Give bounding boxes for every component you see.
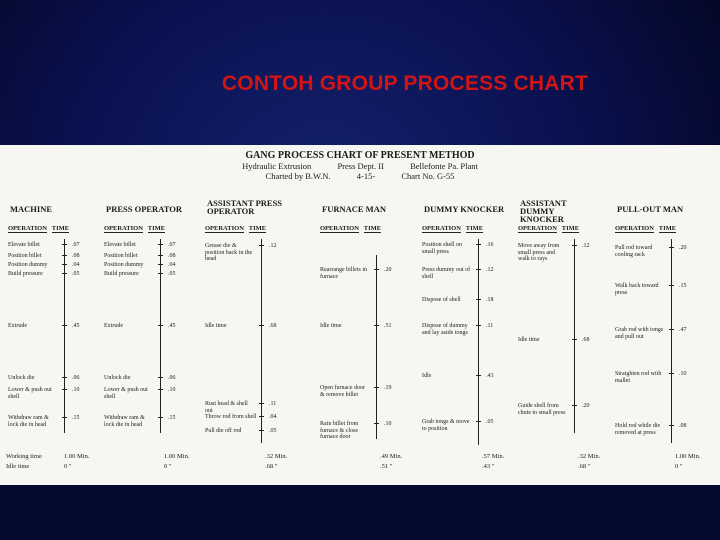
step-tick <box>62 264 67 265</box>
step-time: .04 <box>269 414 277 420</box>
column-header <box>615 225 676 232</box>
operation-step: Throw rod from shell <box>205 414 257 420</box>
time-header: TIME <box>147 225 166 232</box>
step-tick <box>158 377 163 378</box>
operation-header: OPERATION <box>518 225 557 232</box>
step-tick <box>476 269 481 270</box>
department: Press Dept. II <box>337 161 384 171</box>
step-tick <box>259 430 264 431</box>
total-working-time: .57 Min. <box>482 453 505 460</box>
operation-header: OPERATION <box>104 225 143 232</box>
column-header <box>8 225 69 232</box>
step-time: .12 <box>269 243 277 249</box>
step-time: .11 <box>269 401 277 407</box>
chart-date: 4-15- <box>356 171 376 181</box>
total-idle-time: 0 " <box>164 463 172 470</box>
step-time: .20 <box>582 403 590 409</box>
step-tick <box>158 389 163 390</box>
step-time: .10 <box>168 387 176 393</box>
operation-step: Walk back toward press <box>615 283 659 296</box>
slide-title: CONTOH GROUP PROCESS CHART <box>221 72 589 95</box>
operation-step: Dispose of dummy and lay aside tongs <box>422 323 468 336</box>
operation-step: Lower & push out shell <box>8 387 52 400</box>
step-tick <box>572 245 577 246</box>
step-time: .07 <box>168 242 176 248</box>
total-idle-time: .43 " <box>482 463 495 470</box>
worker-column <box>320 205 410 485</box>
step-time: .43 <box>486 373 494 379</box>
step-tick <box>158 417 163 418</box>
total-idle-time: .68 " <box>265 463 278 470</box>
step-tick <box>669 425 674 426</box>
column-header <box>205 225 266 232</box>
operation-step: Elevate billet <box>104 242 136 248</box>
step-time: .18 <box>486 297 494 303</box>
step-tick <box>476 421 481 422</box>
step-time: .08 <box>679 423 687 429</box>
process-name: Hydraulic Extrusion <box>242 161 312 171</box>
operation-step: Unlock die <box>104 375 131 381</box>
step-tick <box>259 403 264 404</box>
operation-step: Elevate billet <box>8 242 40 248</box>
step-time: .06 <box>168 375 176 381</box>
step-time: .51 <box>384 323 392 329</box>
step-tick <box>669 285 674 286</box>
total-idle-time: .51 " <box>380 463 393 470</box>
operation-step: Open furnace door & remove billet <box>320 385 365 398</box>
idle-time-label: Idle time <box>6 463 30 470</box>
step-tick <box>669 373 674 374</box>
step-tick <box>62 255 67 256</box>
step-tick <box>62 389 67 390</box>
operation-step: Withdraw ram & lock die in head <box>104 415 145 428</box>
worker-column <box>8 205 98 485</box>
total-working-time: 1.00 Min. <box>64 453 90 460</box>
step-tick <box>572 339 577 340</box>
step-tick <box>374 387 379 388</box>
step-time: .20 <box>384 267 392 273</box>
step-time: .10 <box>72 387 80 393</box>
operation-step: Move away from small press and walk to rays <box>518 243 560 262</box>
step-tick <box>374 423 379 424</box>
step-tick <box>374 269 379 270</box>
operation-step: Idle time <box>518 337 540 343</box>
operation-step: Pull die off rod <box>205 428 242 434</box>
step-time: .04 <box>168 262 176 268</box>
worker-role: DUMMY KNOCKER <box>424 204 505 214</box>
step-time: .05 <box>486 419 494 425</box>
operation-header: OPERATION <box>205 225 244 232</box>
time-scale-line <box>160 239 161 433</box>
operation-step: Position dummy <box>104 262 144 268</box>
step-tick <box>62 244 67 245</box>
worker-role: FURNACE MAN <box>322 204 386 214</box>
slide-footer-band <box>0 485 720 540</box>
chart-subheading <box>0 161 720 171</box>
time-scale-line <box>671 239 672 443</box>
worker-column <box>518 198 608 485</box>
worker-column <box>422 205 512 485</box>
time-scale-line <box>261 239 262 443</box>
step-tick <box>158 273 163 274</box>
operation-step: Press dummy out of shell <box>422 267 471 280</box>
operation-header: OPERATION <box>320 225 359 232</box>
operation-header: OPERATION <box>422 225 461 232</box>
operation-step: Build pressure <box>8 271 43 277</box>
operation-step: Position billet <box>104 253 138 259</box>
step-time: .10 <box>679 371 687 377</box>
chart-meta <box>0 171 720 181</box>
charted-by: Charted by B.W.N. <box>265 171 331 181</box>
time-header: TIME <box>658 225 677 232</box>
column-header <box>320 225 381 232</box>
step-tick <box>476 299 481 300</box>
worker-role: ASSISTANT PRESS OPERATOR <box>207 198 283 216</box>
operation-step: Straighten rod with mallet <box>615 371 662 384</box>
working-time-label: Working time <box>6 453 42 460</box>
time-header: TIME <box>363 225 382 232</box>
chart-number: Chart No. G-55 <box>401 171 455 181</box>
step-time: .12 <box>486 267 494 273</box>
step-time: .08 <box>72 253 80 259</box>
operation-step: Dispose of shell <box>422 297 461 303</box>
chart-heading: GANG PROCESS CHART OF PRESENT METHOD <box>245 150 475 161</box>
operation-step: Position dummy <box>8 262 48 268</box>
step-tick <box>158 244 163 245</box>
step-time: .15 <box>72 415 80 421</box>
operation-step: Rust head & shell out <box>205 401 248 414</box>
worker-column <box>615 205 705 485</box>
step-tick <box>669 247 674 248</box>
step-time: .20 <box>679 245 687 251</box>
time-scale-line <box>574 239 575 433</box>
total-working-time: 1.00 Min. <box>164 453 190 460</box>
step-tick <box>62 417 67 418</box>
operation-step: Withdraw ram & lock die in head <box>8 415 49 428</box>
operation-step: Unlock die <box>8 375 35 381</box>
step-time: .12 <box>582 243 590 249</box>
step-tick <box>572 405 577 406</box>
step-time: .08 <box>168 253 176 259</box>
time-header: TIME <box>465 225 484 232</box>
step-time: .19 <box>384 385 392 391</box>
step-tick <box>158 255 163 256</box>
step-tick <box>158 325 163 326</box>
operation-step: Build pressure <box>104 271 139 277</box>
total-working-time: 1.00 Min. <box>675 453 701 460</box>
column-header <box>104 225 165 232</box>
step-time: .16 <box>486 242 494 248</box>
step-time: .05 <box>269 428 277 434</box>
step-time: .68 <box>269 323 277 329</box>
total-working-time: .32 Min. <box>578 453 601 460</box>
step-tick <box>259 325 264 326</box>
worker-column <box>205 198 295 485</box>
step-tick <box>476 325 481 326</box>
step-time: .15 <box>679 283 687 289</box>
worker-role: ASSISTANT DUMMY KNOCKER <box>520 198 567 224</box>
step-time: .06 <box>72 375 80 381</box>
operation-step: Rain billet from furnace & close furnace door <box>320 421 359 440</box>
total-working-time: .49 Min. <box>380 453 403 460</box>
step-time: .04 <box>72 262 80 268</box>
step-time: .07 <box>72 242 80 248</box>
operation-step: Position shell on small press <box>422 242 463 255</box>
total-idle-time: .68 " <box>578 463 591 470</box>
worker-column <box>104 205 194 485</box>
step-tick <box>62 273 67 274</box>
operation-header: OPERATION <box>8 225 47 232</box>
operation-step: Pull rod toward cooling rack <box>615 245 653 258</box>
total-idle-time: 0 " <box>675 463 683 470</box>
operation-step: Hold rod while die removed at press <box>615 423 661 436</box>
process-chart-document <box>0 145 720 485</box>
step-time: .68 <box>582 337 590 343</box>
operation-step: Grease die & position back in the head <box>205 243 253 262</box>
operation-step: Rearrange billets in furnace <box>320 267 367 280</box>
step-tick <box>259 416 264 417</box>
plant: Bellefonte Pa. Plant <box>410 161 478 171</box>
time-scale-line <box>64 239 65 433</box>
operation-step: Idle time <box>320 323 342 329</box>
column-header <box>518 225 579 232</box>
total-working-time: .32 Min. <box>265 453 288 460</box>
time-header: TIME <box>51 225 70 232</box>
step-time: .47 <box>679 327 687 333</box>
operation-step: Grab rod with tongs and pull out <box>615 327 664 340</box>
step-time: .11 <box>486 323 494 329</box>
operation-step: Idle <box>422 373 432 379</box>
time-header: TIME <box>561 225 580 232</box>
step-time: .05 <box>168 271 176 277</box>
step-tick <box>259 245 264 246</box>
total-idle-time: 0 " <box>64 463 72 470</box>
step-tick <box>158 264 163 265</box>
operation-step: Idle time <box>205 323 227 329</box>
worker-role: PULL-OUT MAN <box>617 204 684 214</box>
step-time: .10 <box>384 421 392 427</box>
operation-header: OPERATION <box>615 225 654 232</box>
step-tick <box>62 325 67 326</box>
operation-step: Grab tongs & move to position <box>422 419 470 432</box>
step-time: .45 <box>168 323 176 329</box>
operation-step: Extrude <box>8 323 27 329</box>
operation-step: Extrude <box>104 323 123 329</box>
step-time: .05 <box>72 271 80 277</box>
operation-step: Guide shell from chute to small press <box>518 403 566 416</box>
chart-header <box>0 151 720 181</box>
step-tick <box>669 329 674 330</box>
time-scale-line <box>376 255 377 439</box>
step-tick <box>476 244 481 245</box>
worker-role: PRESS OPERATOR <box>106 204 182 214</box>
step-time: .45 <box>72 323 80 329</box>
worker-role: MACHINE <box>10 204 53 214</box>
step-tick <box>374 325 379 326</box>
operation-step: Lower & push out shell <box>104 387 148 400</box>
operation-step: Position billet <box>8 253 42 259</box>
column-header <box>422 225 483 232</box>
step-tick <box>476 375 481 376</box>
step-time: .15 <box>168 415 176 421</box>
step-tick <box>62 377 67 378</box>
time-header: TIME <box>248 225 267 232</box>
